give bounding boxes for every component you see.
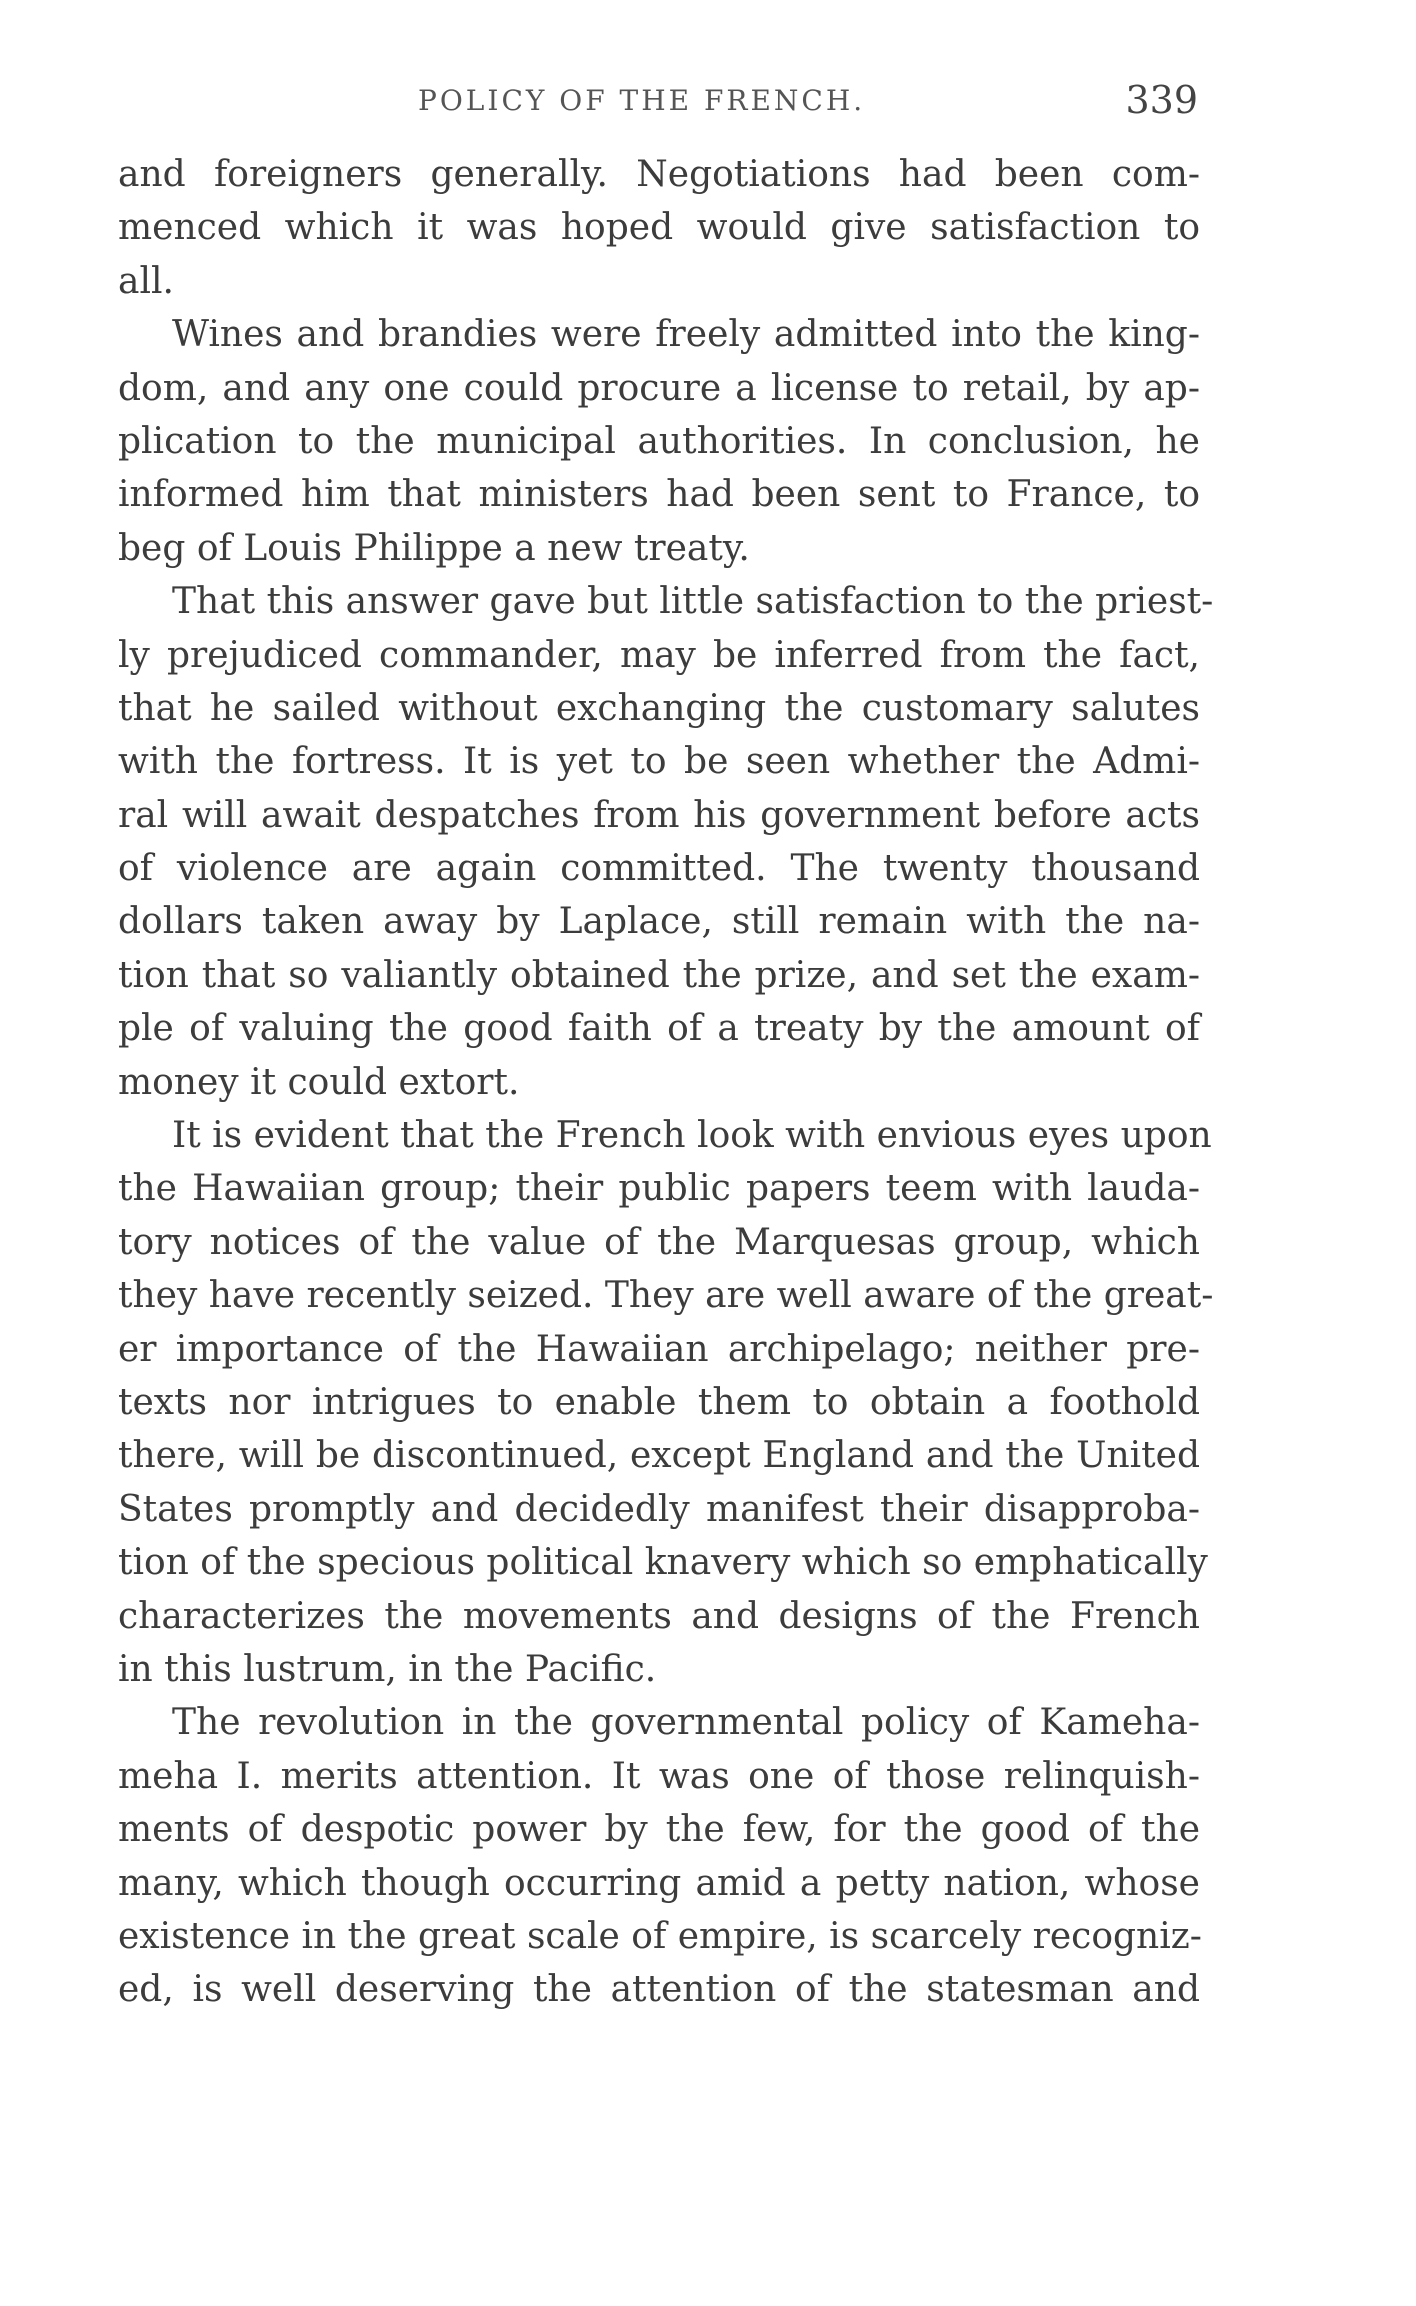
text-line: menced which it was hoped would give satisfaction to bbox=[118, 207, 1200, 249]
text-line: meha I. merits attention. It was one of those relinquish- bbox=[118, 1755, 1200, 1797]
text-line: Wines and brandies were freely admitted into the king- bbox=[172, 314, 1200, 356]
text-line: tion of the specious political knavery which so emphatically bbox=[118, 1542, 1208, 1584]
text-line: It is evident that the French look with envious eyes upon bbox=[172, 1115, 1212, 1157]
text-line: and foreigners generally. Negotiations had been com- bbox=[118, 154, 1200, 195]
text-line: the Hawaiian group; their public papers teem with lauda- bbox=[118, 1168, 1200, 1210]
text-line: plication to the municipal authorities. In conclusion, he bbox=[118, 420, 1200, 462]
text-line: The revolution in the governmental policy of Kameha- bbox=[172, 1702, 1200, 1744]
text-line: ly prejudiced commander, may be inferred from the fact, bbox=[118, 634, 1200, 676]
text-line: texts nor intrigues to enable them to obtain a foothold bbox=[118, 1381, 1200, 1423]
paragraph-3 bbox=[118, 575, 1214, 1109]
text-line: dollars taken away by Laplace, still remain with the na- bbox=[118, 901, 1200, 943]
text-line: ments of despotic power by the few, for the good of the bbox=[118, 1809, 1200, 1851]
text-line: money it could extort. bbox=[118, 1061, 520, 1103]
text-line: beg of Louis Philippe a new treaty. bbox=[118, 527, 750, 569]
text-line: tion that so valiantly obtained the prize, and set the exam- bbox=[118, 954, 1200, 996]
text-line: That this answer gave but little satisfaction to the priest- bbox=[172, 581, 1214, 623]
text-line: dom, and any one could procure a license to retail, by ap- bbox=[118, 367, 1200, 409]
paragraph-2 bbox=[118, 308, 1200, 575]
running-head bbox=[118, 78, 1198, 128]
text-line: many, which though occurring amid a petty nation, whose bbox=[118, 1862, 1200, 1904]
text-line: there, will be discontinued, except England and the United bbox=[118, 1435, 1200, 1477]
running-title: POLICY OF THE FRENCH. bbox=[418, 84, 866, 117]
text-line: that he sailed without exchanging the customary salutes bbox=[118, 687, 1200, 729]
text-line: characterizes the movements and designs of the French bbox=[118, 1595, 1200, 1637]
text-line: they have recently seized. They are well aware of the great- bbox=[118, 1275, 1214, 1317]
text-line: existence in the great scale of empire, is scarcely recogniz- bbox=[118, 1915, 1202, 1957]
text-line: States promptly and decidedly manifest their disapproba- bbox=[118, 1488, 1200, 1530]
text-line: ral will await despatches from his government before acts bbox=[118, 794, 1200, 836]
paragraph-5 bbox=[118, 1696, 1200, 2016]
text-line: er importance of the Hawaiian archipelago; neither pre- bbox=[118, 1328, 1200, 1370]
paragraph-4 bbox=[118, 1109, 1214, 1696]
text-line: ple of valuing the good faith of a treaty by the amount of bbox=[118, 1008, 1200, 1050]
body-text bbox=[118, 148, 1214, 2017]
text-line: ed, is well deserving the attention of the statesman and bbox=[118, 1969, 1200, 2011]
text-line: tory notices of the value of the Marquesas group, which bbox=[118, 1221, 1200, 1263]
text-line: of violence are again committed. The twenty thousand bbox=[118, 848, 1200, 890]
text-line: all. bbox=[118, 260, 174, 302]
text-line: with the fortress. It is yet to be seen whether the Admi- bbox=[118, 741, 1200, 783]
text-line: in this lustrum, in the Pacific. bbox=[118, 1648, 657, 1690]
paragraph-1 bbox=[118, 148, 1200, 308]
page-number: 339 bbox=[1125, 78, 1198, 122]
text-line: informed him that ministers had been sent to France, to bbox=[118, 474, 1200, 516]
